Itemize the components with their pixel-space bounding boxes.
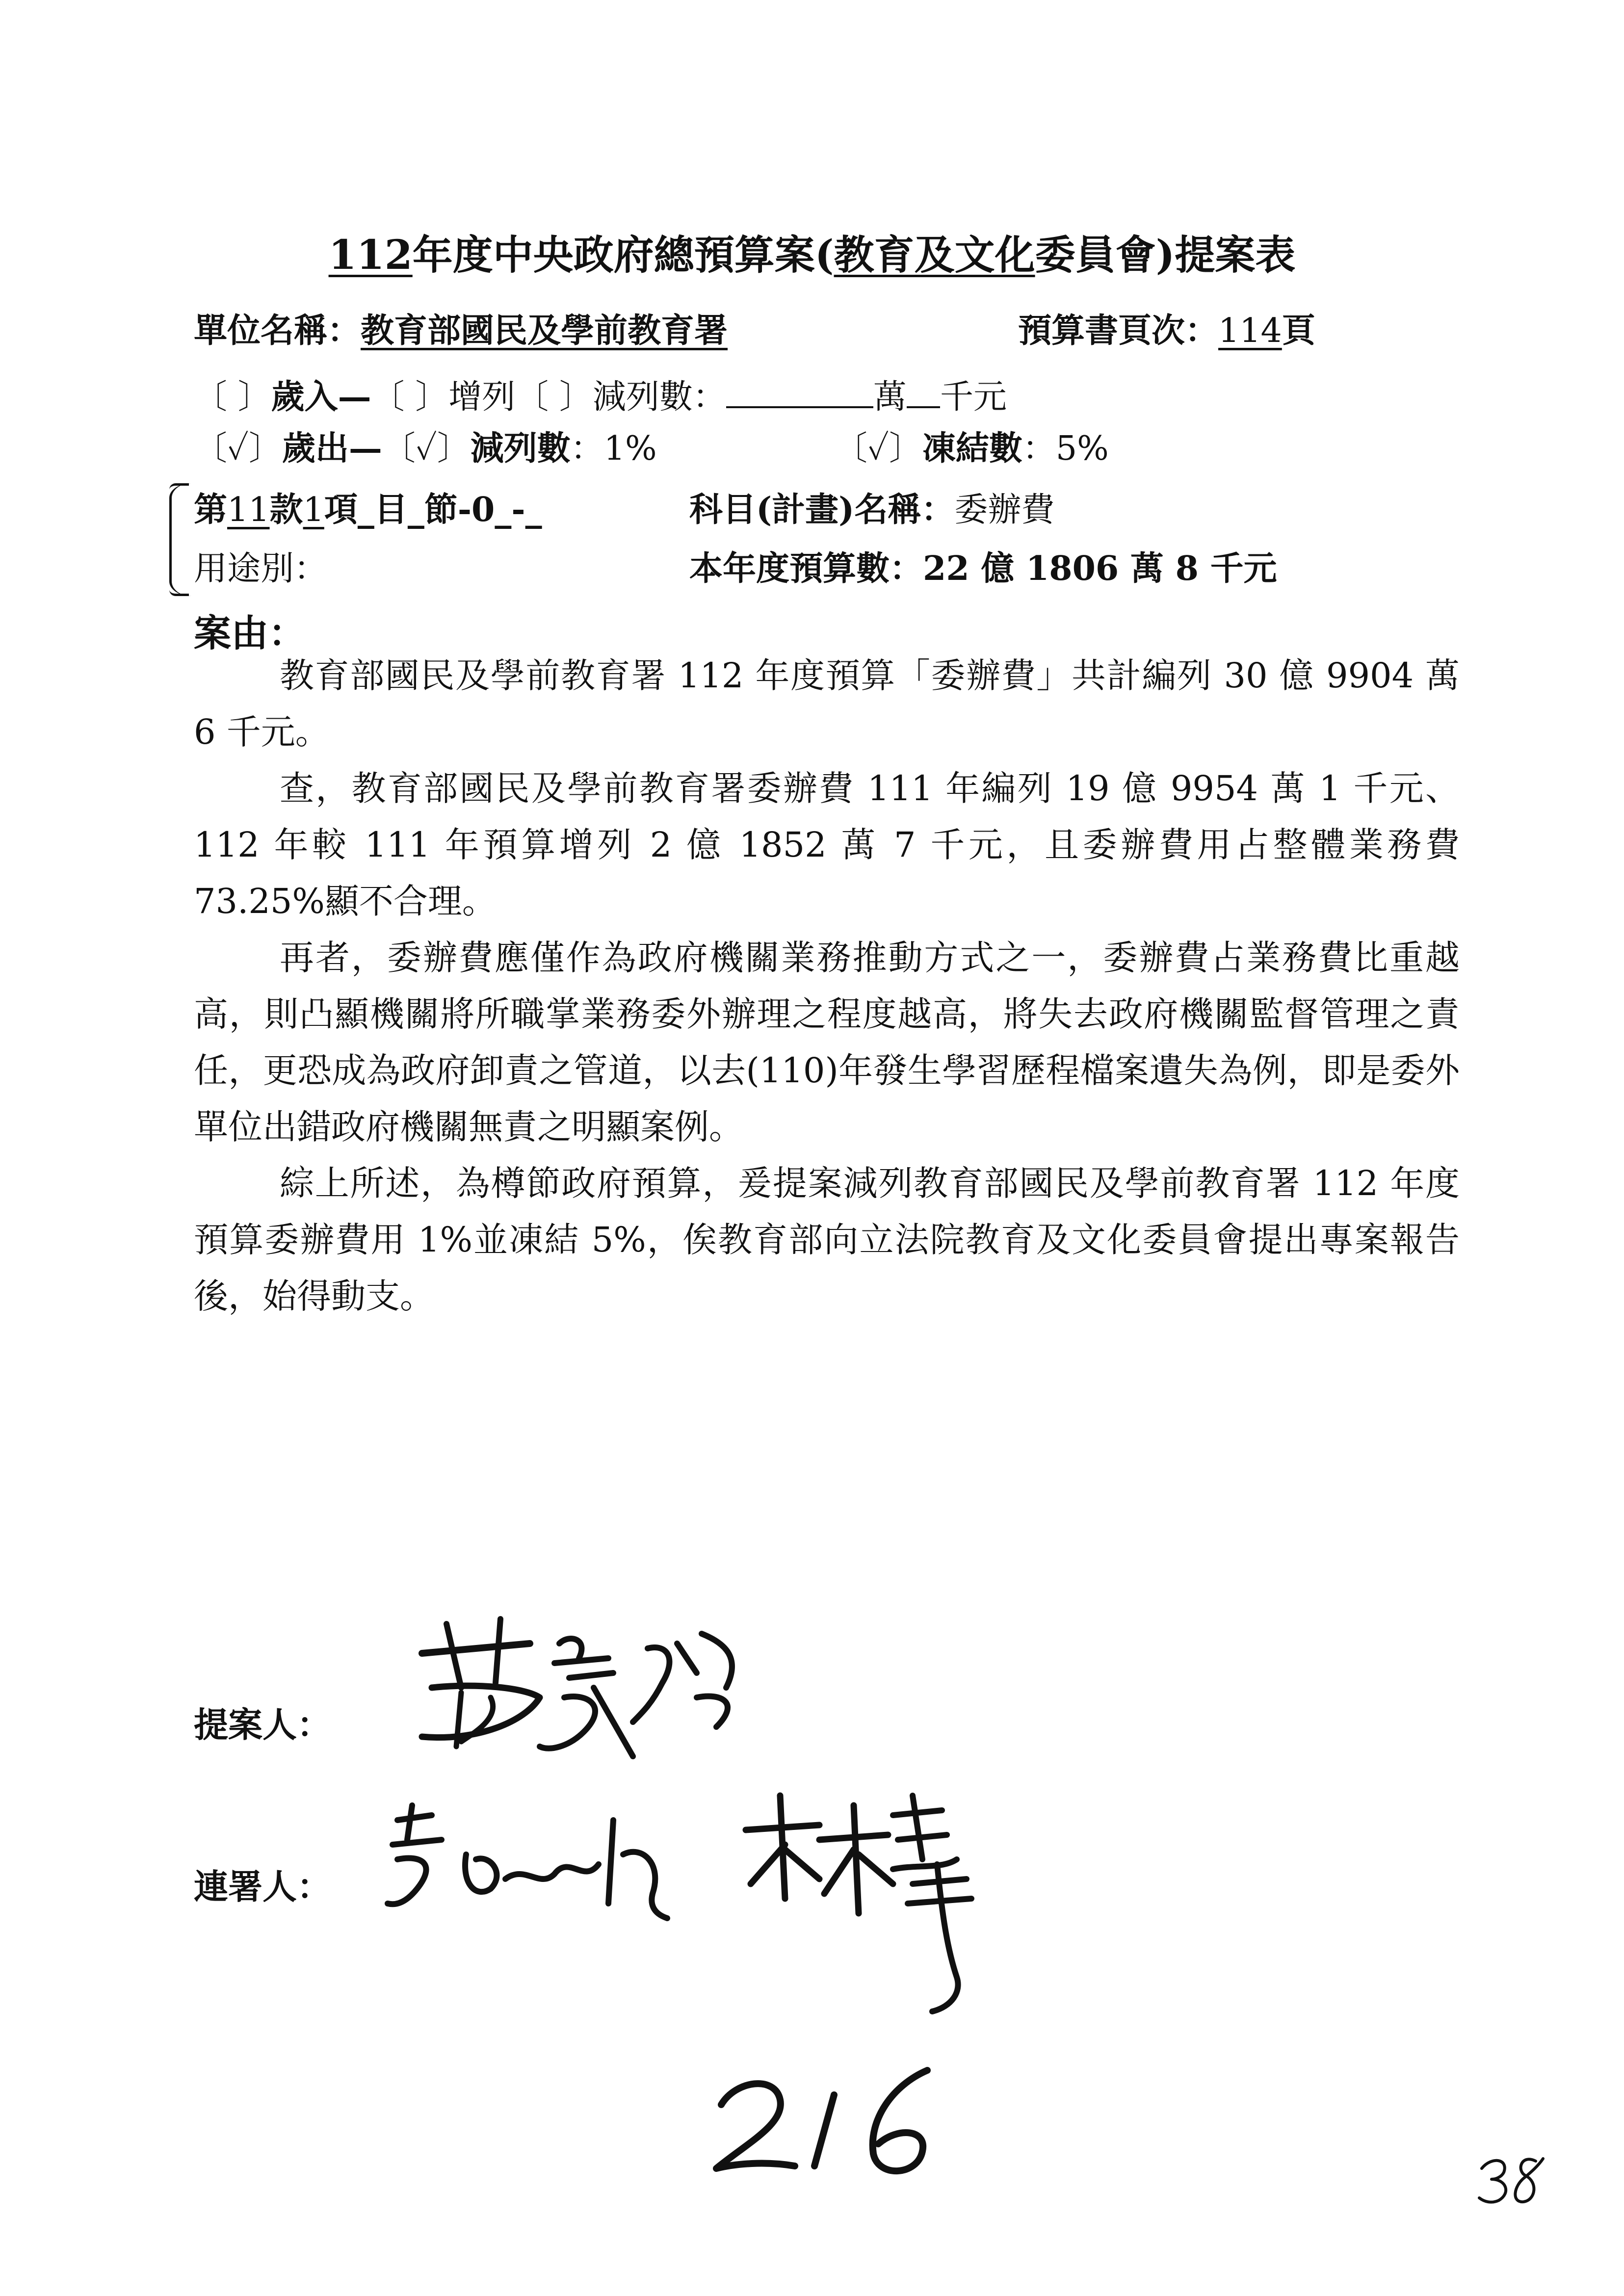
blank-qian [907, 382, 940, 408]
cosigner-label: 連署人： [194, 1866, 331, 1907]
kuan-prefix: 第 [194, 490, 228, 529]
title-year: 112 [328, 232, 413, 279]
kuan-number: 11 [227, 491, 270, 529]
case-paragraph-4: 綜上所述，為樽節政府預算，爰提案減列教育部國民及學前教育署 112 年度預算委辦費用 1%並凍結 5%，俟教育部向立法院教育及文化委員會提出專案報告後，始得動支。 [194, 1163, 1460, 1316]
case-paragraph-2: 查，教育部國民及學前教育署委辦費 111 年編列 19 億 9954 萬 1 千元、112 年較 111 年預算增列 2 億 1852 萬 7 千元，且委辦費用占整體業務費 73.25%顯不合理。 [194, 768, 1460, 921]
expense-reduce-label: 減列數 [470, 429, 571, 468]
expense-line [194, 422, 657, 470]
wan-label: 萬 [873, 378, 907, 417]
budget-value: 22 億 1806 萬 8 千元 [923, 549, 1277, 588]
increase-label: 增列 [448, 378, 516, 417]
proposer-label: 提案人： [194, 1704, 331, 1745]
revenue-reduce-label: 減列數： [592, 378, 726, 417]
page-ref-label: 預算書頁次： [1018, 311, 1219, 350]
corner-page-number [1472, 2149, 1550, 2213]
case-body [194, 648, 1460, 1325]
item-bracket [169, 483, 191, 596]
subject-name: 委辦費 [954, 491, 1055, 529]
subject-row [689, 483, 1054, 531]
case-heading: 案由： [194, 611, 306, 655]
blank-wan [726, 382, 873, 408]
qian-label: 千元 [940, 378, 1007, 417]
handwritten-page-number [702, 2061, 947, 2188]
cosigner-signature-2 [736, 1786, 1001, 2021]
case-paragraph-3: 再者，委辦費應僅作為政府機關業務推動方式之一，委辦費占業務費比重越高，則凸顯機關將所職掌業務委外辦理之程度越高，將失去政府機關監督管理之責任，更恐成為政府卸責之管道，以去(110)年發生學習歷程檔案遺失為例，即是委外單位出錯政府機關無責之明顯案例。 [194, 938, 1460, 1147]
kuan-label: 款 [269, 490, 303, 529]
expense-checkbox: 〔✓〕 [194, 429, 282, 468]
expense-reduce-value: ：1% [570, 429, 657, 468]
title-committee: 教育及文化 [834, 232, 1035, 279]
page-ref-suffix: 頁 [1282, 311, 1315, 350]
case-paragraph-1: 教育部國民及學前教育署 112 年度預算「委辦費」共計編列 30 億 9904 萬 6 千元。 [194, 655, 1460, 752]
title-middle: 年度中央政府總預算案( [412, 232, 834, 279]
usage-label: 用途別： [194, 549, 328, 588]
increase-checkbox: 〔 〕 [371, 378, 449, 417]
revenue-line [194, 370, 1007, 418]
page-title [0, 223, 1624, 281]
expense-label: 歲出— [282, 429, 382, 468]
budget-label: 本年度預算數： [689, 549, 923, 588]
freeze-checkbox: 〔✓〕 [834, 429, 922, 468]
budget-row [689, 542, 1277, 590]
xiang-label: 項_目_節-0_-_ [324, 490, 542, 529]
subject-label: 科目(計畫)名稱： [689, 490, 955, 529]
page-ref-number: 114 [1218, 312, 1282, 350]
reduce-checkbox: 〔 〕 [515, 378, 593, 417]
cosigner-signature-1 [378, 1796, 692, 1928]
unit-label: 單位名稱： [194, 311, 361, 350]
title-end: 委員會)提案表 [1035, 232, 1296, 279]
freeze-label: 凍結數 [922, 429, 1022, 468]
expense-reduce-checkbox: 〔✓〕 [382, 429, 471, 468]
proposer-signature [402, 1614, 756, 1771]
freeze-group [834, 422, 1109, 470]
freeze-value: ：5% [1022, 429, 1109, 468]
page-ref-row [1018, 304, 1315, 352]
unit-name: 教育部國民及學前教育署 [361, 311, 728, 350]
xiang-number: 1 [303, 491, 324, 529]
unit-row [194, 304, 728, 352]
usage-row [194, 542, 327, 590]
revenue-checkbox: 〔 〕 [194, 378, 271, 417]
revenue-label: 歲入— [271, 377, 371, 417]
item-line [194, 483, 542, 531]
